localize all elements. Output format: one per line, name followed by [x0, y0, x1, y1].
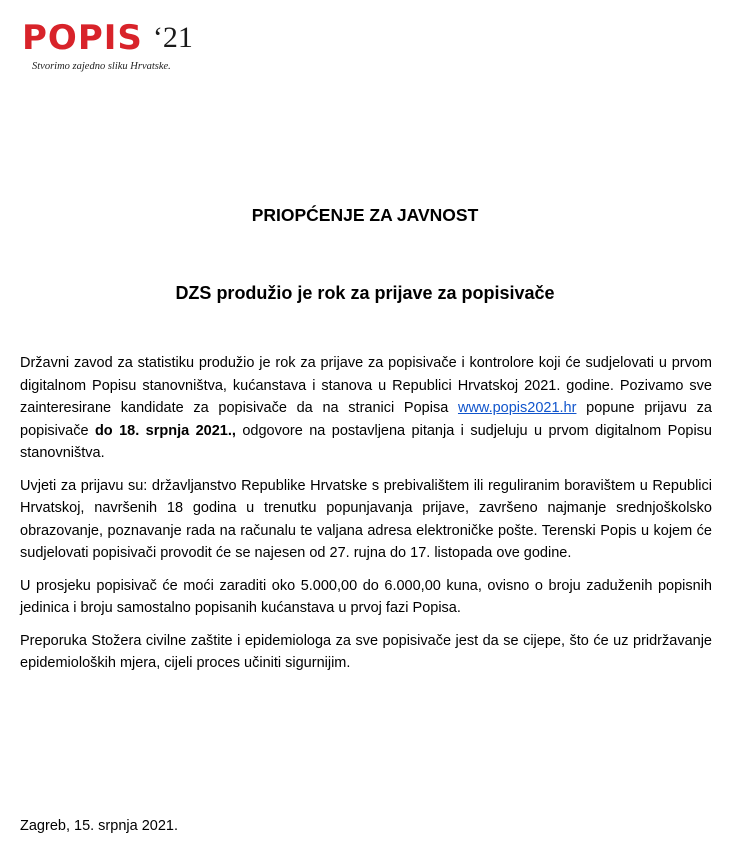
document-body: [20, 352, 712, 685]
paragraph-recommendation: Preporuka Stožera civilne zaštite i epidemiologa za sve popisivače jest da se cijepe, što će uz pridržavanje epidemioloških mjera, cijeli proces učiniti sigurnijim.: [20, 632, 712, 671]
logo-tagline: Stvorimo zajedno sliku Hrvatske.: [32, 61, 171, 72]
place-date: Zagreb, 15. srpnja 2021.: [20, 818, 178, 834]
paragraph1-text-a: Državni zavod za statistiku produžio je rok za prijave za popisivače i kontrolore koji će sudjelovati u prvom digitalnom Popisu stanovništva, kućanstava i stanova u Republici Hrvatskoj 2021. godine. Pozivamo sve zainteresirane kandidate za popisivače da na stranici Popisa: [20, 355, 712, 416]
logo-word: POPIS: [22, 18, 143, 58]
document-subtitle: DZS produžio je rok za prijave za popisivače: [175, 283, 555, 303]
logo-year: ‘21: [152, 21, 193, 54]
popis-logo: [22, 18, 222, 72]
paragraph-conditions: Uvjeti za prijavu su: državljanstvo Republike Hrvatske s prebivalištem ili reguliranim boravištem u Republici Hrvatskoj, navršenih 18 godina u trenutku popunjavanja prijave, završeno najmanje srednjoškolsko obrazovanje, poznavanje rada na računalu te valjana adresa elektroničke pošte. Terenski Popis u kojem će sudjelovati popisivači provodit će se najesen od 27. rujna do 17. listopada ove godine.: [20, 477, 712, 561]
document-title: PRIOPĆENJE ZA JAVNOST: [251, 205, 479, 225]
paragraph-announcement: [20, 352, 712, 465]
paragraph1-text-c: odgovore na postavljena pitanja i sudjeluju u prvom digitalnom Popisu stanovništva.: [20, 422, 712, 461]
popis-website-link[interactable]: www.popis2021.hr: [457, 400, 577, 416]
paragraph1-text-b: popune prijavu za popisivače: [20, 400, 713, 439]
paragraph-earnings: U prosjeku popisivač će moći zaraditi oko 5.000,00 do 6.000,00 kuna, ovisno o broju zaduženih popisnih jedinica i broju samostalno popisanih kućanstava u prvoj fazi Popisa.: [20, 577, 712, 616]
deadline-date: do 18. srpnja 2021.,: [94, 422, 236, 439]
